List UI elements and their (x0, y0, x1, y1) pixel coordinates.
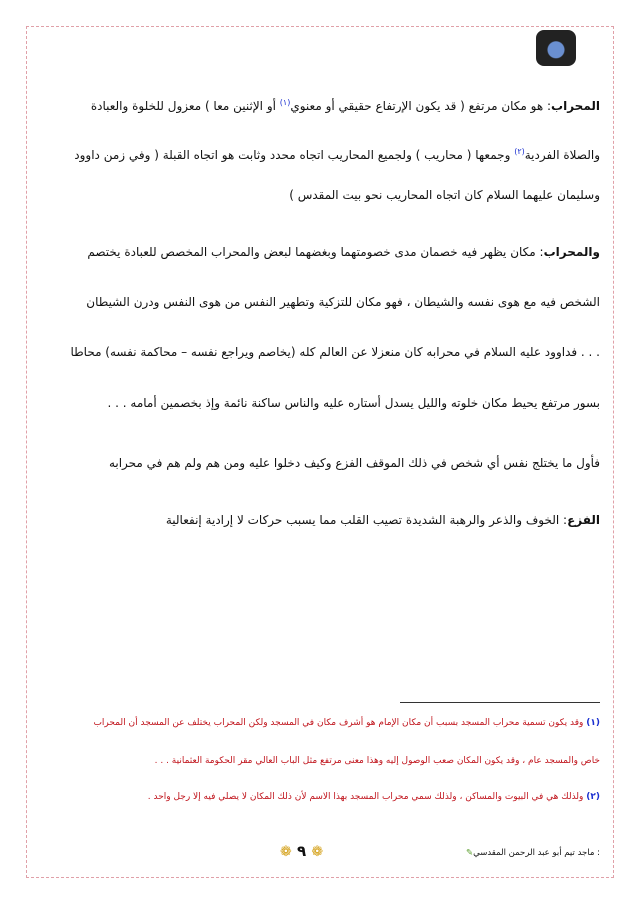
p2-line4: بسور مرتفع يحيط مكان خلوته والليل يسدل أستاره عليه والناس ساكنة نائمة وإذ بخصمين أمامه . . . (107, 396, 600, 410)
site-logo (536, 30, 576, 66)
term-mihrab: المحراب (551, 99, 600, 113)
p4-line (40, 511, 600, 529)
author-name: : ماجد تيم أبو عبد الرحمن المقدسي (473, 848, 600, 858)
footnote-ref-1[interactable]: (١) (279, 98, 291, 107)
ornament-icon: ❁ (311, 844, 324, 860)
p1-line2 (40, 143, 600, 164)
p2-line2: الشخص فيه مع هوى نفسه والشيطان ، فهو مكان للتزكية وتطهير النفس من هوى النفس ودرن الشيطان (86, 295, 600, 309)
p3-line: فأول ما يختلج نفس أي شخص في ذلك الموقف الفزع وكيف دخلوا عليه ومن هم ولم هم في محرابه (108, 456, 600, 470)
footnote-number: (٢) (586, 792, 600, 802)
page-number (280, 842, 323, 860)
pen-icon: ✎ (466, 848, 474, 858)
p2-line3: . . . فداوود عليه السلام في محرابه كان منعزلا عن العالم كله (يخاصم ويراجع نفسه – محاكمة نفسه) محاطا (70, 345, 600, 359)
term-wal-mihrab: والمحراب (543, 245, 600, 259)
text: : هو مكان مرتفع ( قد يكون الإرتفاع حقيقي أو معنوي (290, 99, 552, 113)
footnote-1-line2: خاص والمسجد عام ، وقد يكون المكان صعب الوصول إليه وهذا معنى مرتفع مثل الباب العالي مقر الحكومة العثمانية . . . (154, 756, 600, 766)
text: والصلاة الفردية (524, 148, 600, 162)
text: : الخوف والذعر والرهبة الشديدة تصيب القلب مما يسبب حركات لا إرادية إنفعالية (165, 513, 568, 527)
text: ولذلك هي في البيوت والمساكن ، ولذلك سمي محراب المسجد بهذا الاسم لأن ذلك المكان لا يصلي فيه إلا رجل واحد . (147, 792, 587, 802)
footer-author (450, 848, 600, 858)
p1-line3: وسليمان عليهما السلام كان اتجاه المحاريب نحو بيت المقدس ) (289, 188, 600, 202)
ornament-icon: ❁ (280, 844, 292, 860)
text: أو الإثنين معا ) معزول للخلوة والعبادة (90, 99, 280, 113)
footnote-separator (400, 702, 600, 703)
page-number-text: ٩ (296, 842, 307, 860)
footnote-1-line1 (40, 716, 600, 730)
term-faza: الفزع (567, 513, 600, 527)
footnote-2-line1 (40, 790, 600, 804)
p2-line1 (40, 243, 600, 261)
text: وقد يكون تسمية محراب المسجد بسبب أن مكان الإمام هو أشرف مكان في المسجد ولكن المحراب يختلف عن المسجد أن المحراب (93, 718, 587, 728)
footnote-number: (١) (586, 718, 600, 728)
text: : مكان يظهر فيه خصمان مدى خصومتهما وبغضهما لبعض والمحراب المخصص للعبادة يختصم (87, 245, 544, 259)
text: وجمعها ( محاريب ) ولجميع المحاريب اتجاه محدد وثابت هو اتجاه القبلة ( وفي زمن داوود (74, 148, 515, 162)
p1-line1 (40, 94, 600, 115)
footnote-ref-2[interactable]: (٢) (514, 147, 525, 156)
